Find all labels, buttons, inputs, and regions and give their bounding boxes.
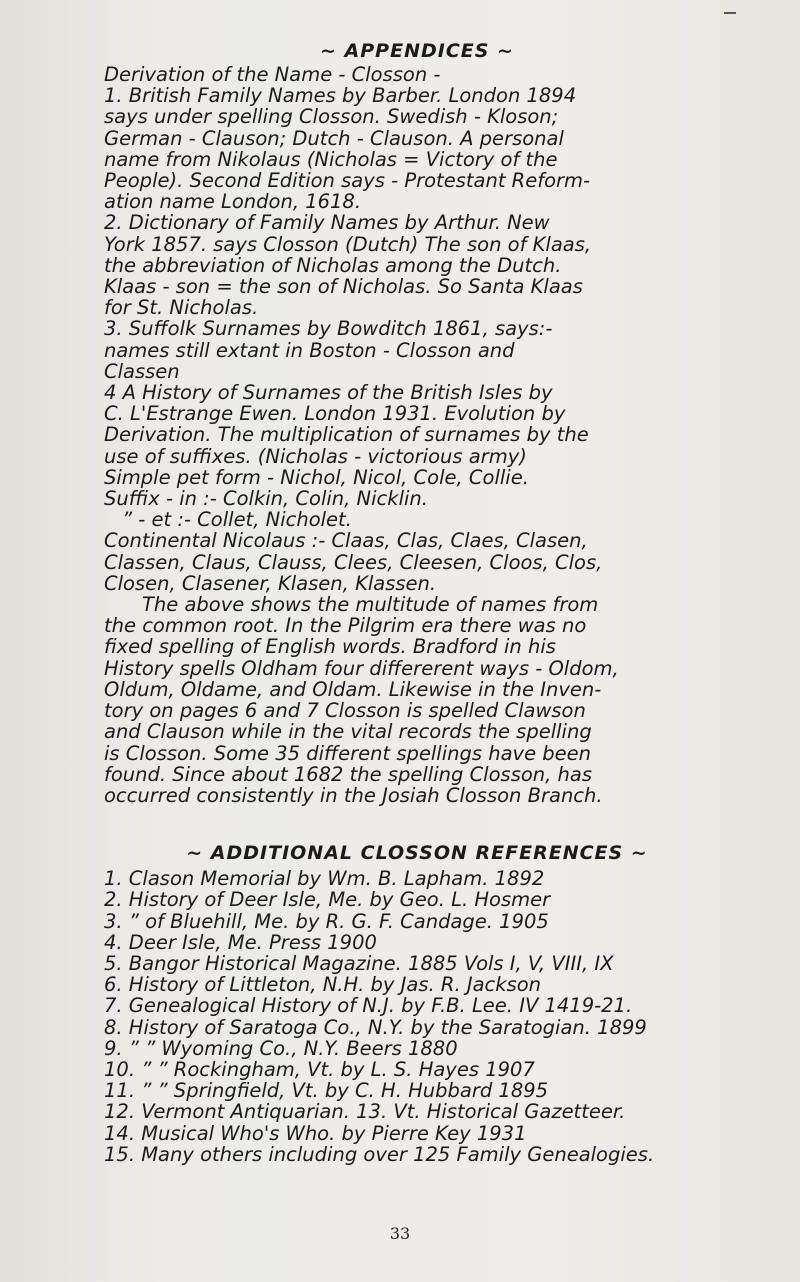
text-line: 3. Suffolk Surnames by Bowditch 1861, says:- [104, 317, 553, 341]
text-line: Oldum, Oldame, and Oldam. Likewise in the Inven- [104, 677, 602, 701]
text-line: the common root. In the Pilgrim era there was no [104, 614, 587, 638]
references-heading: ~ ADDITIONAL CLOSSON REFERENCES ~ [186, 842, 648, 865]
text-line: History spells Oldham four differerent ways - Oldom, [104, 656, 619, 680]
list-item: 6. History of Littleton, N.H. by Jas. R. Jackson [104, 973, 542, 997]
text-line: Suffix - in :- Colkin, Colin, Nicklin. [104, 487, 428, 511]
text-line: York 1857. says Closson (Dutch) The son of Klaas, [104, 232, 592, 256]
appendices-heading: ~ APPENDICES ~ [320, 40, 514, 62]
list-item: 14. Musical Who's Who. by Pierre Key 1931 [104, 1121, 527, 1145]
text-line: German - Clauson; Dutch - Clauson. A personal [104, 126, 564, 150]
text-line: Derivation of the Name - Closson - [104, 63, 441, 86]
text-line: 4 A History of Surnames of the British Isles by [104, 381, 553, 405]
list-item: 4. Deer Isle, Me. Press 1900 [104, 930, 377, 954]
text-line: use of suffixes. (Nicholas - victorious army) [104, 444, 527, 468]
text-line: name from Nikolaus (Nicholas = Victory of the [104, 147, 558, 171]
list-item: 2. History of Deer Isle, Me. by Geo. L. Hosmer [104, 888, 551, 912]
list-item: 11. ” ” Springfield, Vt. by C. H. Hubbard 1895 [104, 1079, 549, 1103]
text-line: says under spelling Closson. Swedish - Kloson; [104, 105, 559, 129]
text-line: is Closson. Some 35 different spellings have been [104, 741, 591, 765]
text-line: 1. British Family Names by Barber. London 1894 [104, 84, 577, 108]
list-item: 3. ” of Bluehill, Me. by R. G. F. Candage. 1905 [104, 909, 549, 933]
text-line: fixed spelling of English words. Bradford in his [104, 635, 556, 659]
text-line: for St. Nicholas. [104, 296, 259, 320]
text-line: Derivation. The multiplication of surnames by the [104, 423, 589, 447]
list-item: 10. ” ” Rockingham, Vt. by L. S. Hayes 1907 [104, 1057, 535, 1081]
text-line: occurred consistently in the Josiah Closson Branch. [104, 783, 603, 807]
text-line: Classen, Claus, Clauss, Clees, Cleesen, Cloos, Clos, [104, 550, 603, 574]
text-line: Simple pet form - Nichol, Nicol, Cole, Collie. [104, 465, 529, 489]
text-line: C. L'Estrange Ewen. London 1931. Evolution by [104, 402, 566, 426]
text-line: the abbreviation of Nicholas among the Dutch. [104, 253, 562, 277]
text-line: tory on pages 6 and 7 Closson is spelled Clawson [104, 699, 586, 723]
text-line: ation name London, 1618. [104, 190, 362, 214]
list-item: 9. ” ” Wyoming Co., N.Y. Beers 1880 [104, 1036, 458, 1060]
page-number: 33 [389, 1224, 411, 1243]
list-item: 1. Clason Memorial by Wm. B. Lapham. 1892 [104, 867, 545, 891]
list-item: 12. Vermont Antiquarian. 13. Vt. Historical Gazetteer. [104, 1100, 626, 1124]
list-item: 8. History of Saratoga Co., N.Y. by the Saratogian. 1899 [104, 1015, 647, 1039]
list-item: 7. Genealogical History of N.J. by F.B. Lee. IV 1419-21. [104, 994, 633, 1018]
text-line: 2. Dictionary of Family Names by Arthur. New [104, 211, 550, 235]
text-line: The above shows the multitude of names from [142, 593, 599, 617]
corner-mark [724, 12, 736, 14]
list-item: 5. Bangor Historical Magazine. 1885 Vols I, V, VIII, IX [104, 951, 614, 975]
text-line: Continental Nicolaus :- Claas, Clas, Claes, Clasen, [104, 529, 588, 553]
text-line: found. Since about 1682 the spelling Closson, has [104, 762, 593, 786]
text-line: People). Second Edition says - Protestant Reform- [104, 169, 591, 193]
appendices-body [104, 64, 760, 594]
list-item: 15. Many others including over 125 Family Genealogies. [104, 1142, 655, 1166]
spelling-paragraph [104, 594, 760, 806]
text-line: Klaas - son = the son of Nicholas. So Santa Klaas [104, 275, 583, 299]
text-line: Closen, Clasener, Klasen, Klassen. [104, 571, 437, 595]
references-list [104, 868, 760, 1165]
text-line: names still extant in Boston - Closson and [104, 338, 515, 362]
text-line: ” - et :- Collet, Nicholet. [122, 508, 352, 532]
text-line: Classen [104, 359, 180, 383]
text-line: and Clauson while in the vital records the spelling [104, 720, 592, 744]
